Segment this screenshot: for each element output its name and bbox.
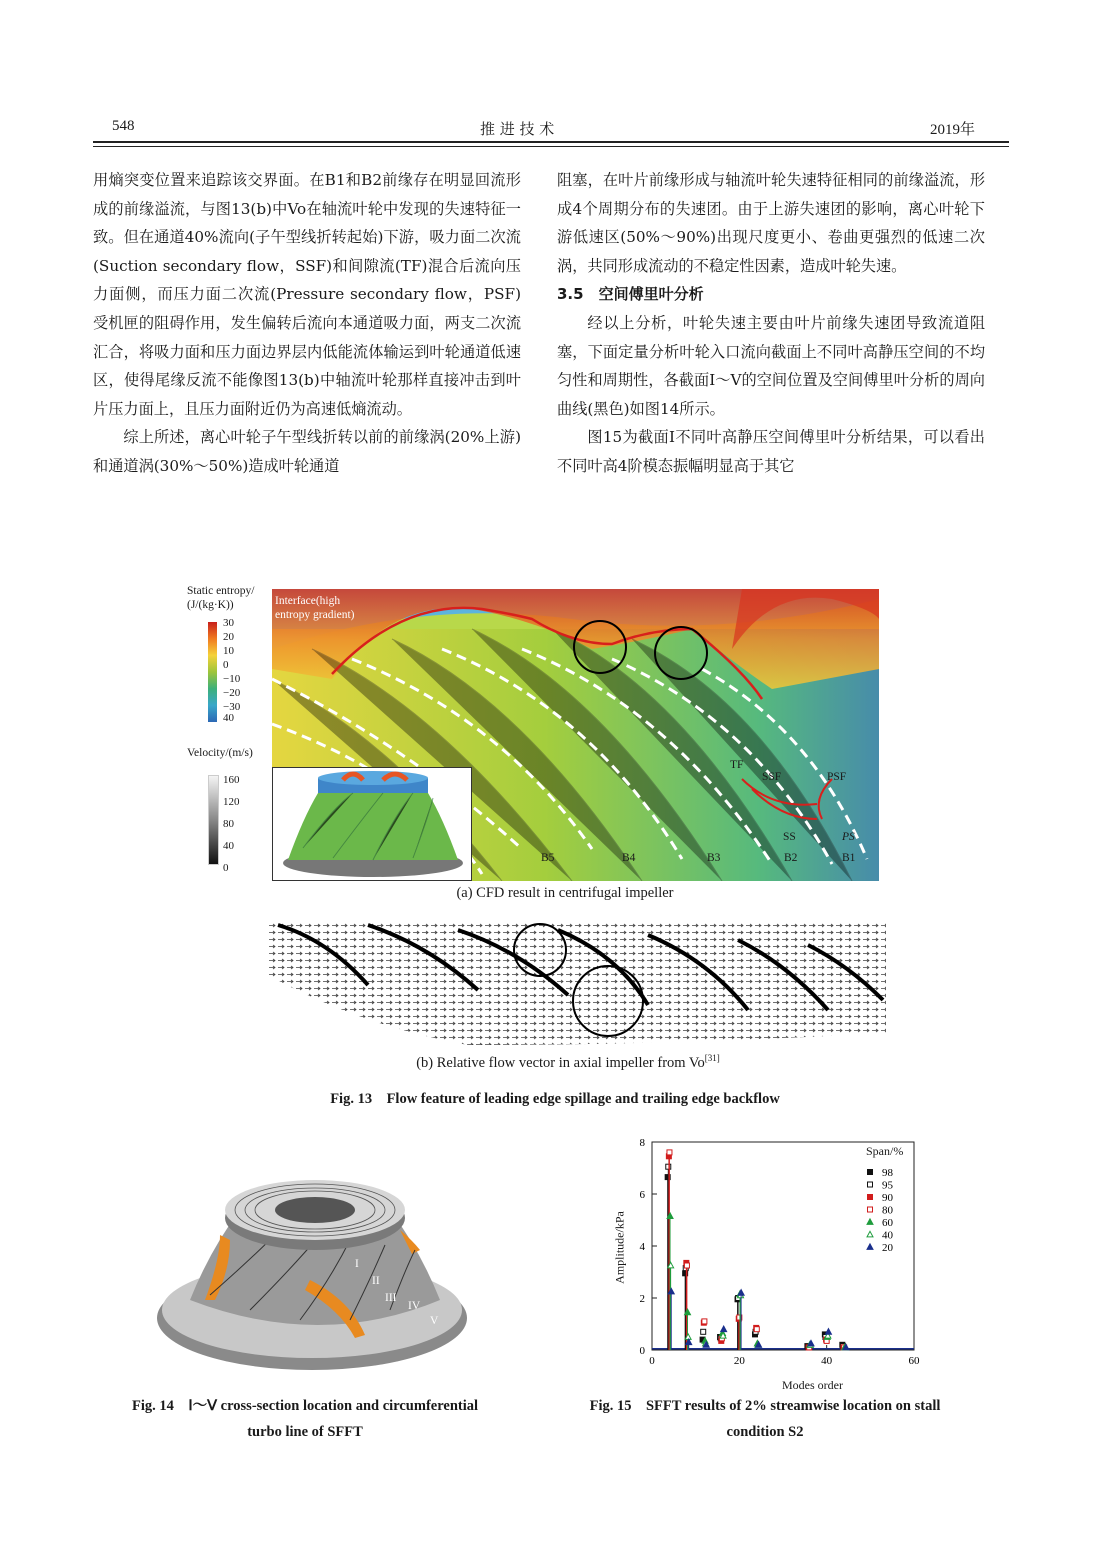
entropy-tick: 40: [223, 712, 234, 724]
x-tick-label: 40: [821, 1355, 833, 1367]
right-paragraph-1: 阻塞，在叶片前缘形成与轴流叶轮失速特征相同的前缘溢流，形成4个周期分布的失速团。由于上游失速团的影响，离心叶轮下游低速区(50%～90%)出现尺度更小、卷曲更强烈的低速二次涡，共同形成流动的不稳定性因素，造成叶轮失速。: [557, 171, 985, 275]
y-tick-label: 0: [639, 1345, 645, 1357]
right-paragraph-2: 经以上分析，叶轮失速主要由叶片前缘失速团导致流道阻塞，下面定量分析叶轮入口流向截面上不同叶高静压空间的不均匀性和周期性，各截面Ⅰ～Ⅴ的空间位置及空间傅里叶分析的周向曲线(黑色)如图14所示。: [557, 313, 985, 418]
section-label-v: V: [430, 1315, 439, 1327]
inset-impeller-image: [272, 767, 472, 881]
fig15-title-line2: condition S2: [726, 1424, 804, 1440]
section-heading: 3.5 空间傅里叶分析: [557, 285, 704, 304]
right-column: [557, 166, 985, 481]
blade-label-b3: B3: [707, 852, 721, 864]
fig13a-figure: [185, 585, 885, 901]
x-tick-label: 60: [908, 1355, 920, 1367]
legend-marker: [868, 1207, 873, 1212]
fig15-title: [560, 1393, 970, 1445]
section-label-iii: III: [385, 1292, 397, 1304]
velocity-tick: 0: [223, 862, 229, 874]
entropy-colorbar: [208, 622, 217, 722]
entropy-tick: 20: [223, 631, 234, 643]
fig14-title: [95, 1393, 515, 1445]
legend-marker: [867, 1231, 873, 1237]
y-tick-label: 4: [639, 1241, 645, 1253]
fig13b-caption-text: (b) Relative flow vector in axial impeller from Vo: [416, 1054, 705, 1071]
data-point: [702, 1319, 707, 1324]
legend-label: 95: [882, 1179, 893, 1192]
fig15-y-axis-label: Amplitude/kPa: [612, 1211, 627, 1284]
legend-marker: [868, 1170, 873, 1175]
velocity-colorbar: [208, 775, 219, 865]
data-point: [701, 1329, 706, 1334]
fig14-title-line2: turbo line of SFFT: [247, 1424, 363, 1440]
y-tick-label: 8: [639, 1137, 645, 1149]
left-paragraph-1: 用熵突变位置来追踪该交界面。在B1和B2前缘存在明显回流形成的前缘溢流，与图13(b)中Vo在轴流叶轮中发现的失速特征一致。但在通道40%流向(子午型线折转起始)下游，吸力面二次流(Suction secondary flow，SSF)和间隙流(TF)混合后流向压力面侧，而压力面二次流(Pressure secondary flow，PSF)受机匣的阻碍作用，发生偏转后流向本通道吸力面，两支二次流汇合，将吸力面和压力面边界层内低能流体输运到叶轮通道低速区，使得尾缘反流不能像图13(b)中轴流叶轮那样直接冲击到叶片压力面上，且压力面附近仍为高速低熵流动。: [93, 171, 521, 418]
header-rule-thin: [93, 146, 1009, 147]
data-point: [754, 1327, 759, 1332]
ps-label: PS: [842, 831, 855, 843]
year: 2019年: [930, 122, 976, 138]
psf-label: PSF: [827, 771, 847, 783]
fig13b-ref: [31]: [704, 1053, 720, 1063]
tf-label: TF: [730, 759, 744, 771]
legend-label: 90: [882, 1192, 893, 1204]
fig14-figure: [150, 1150, 480, 1380]
legend-label: 40: [882, 1229, 893, 1242]
journal-name: 推 进 技 术: [480, 120, 555, 138]
legend-marker: [868, 1195, 873, 1200]
fig13b-caption: [358, 1053, 778, 1072]
blade-label-b2: B2: [784, 852, 798, 864]
legend-label: 98: [882, 1167, 893, 1179]
fig15-chart: [600, 1130, 930, 1395]
velocity-tick: 120: [223, 796, 240, 808]
data-point: [721, 1326, 727, 1332]
velocity-tick: 80: [223, 818, 234, 830]
entropy-tick: 30: [223, 617, 234, 629]
x-tick-label: 20: [733, 1355, 745, 1367]
section-label-iv: IV: [408, 1300, 421, 1312]
legend-label: 20: [882, 1242, 893, 1254]
x-tick-label: 0: [649, 1355, 655, 1367]
fig15-legend-title: Span/%: [866, 1144, 904, 1158]
data-point: [666, 1164, 671, 1169]
ss-label: SS: [783, 831, 796, 843]
legend-marker: [867, 1219, 873, 1225]
entropy-ticks: [223, 616, 253, 725]
fig13b-figure: [268, 915, 888, 1095]
header-rule-thick: [93, 141, 1009, 143]
entropy-tick: 0: [223, 659, 229, 671]
velocity-tick: 40: [223, 840, 234, 852]
sfft-section-image: [150, 1150, 480, 1380]
left-column: [93, 166, 521, 481]
entropy-tick: −30: [223, 701, 241, 713]
interface-label: Interface(high: [275, 595, 341, 607]
plot-frame: [652, 1142, 914, 1350]
velocity-ticks: [223, 769, 253, 879]
blade-label-b4: B4: [622, 852, 636, 864]
data-point: [825, 1329, 831, 1335]
fig13a-caption: (a) CFD result in centrifugal impeller: [456, 885, 674, 901]
fig15-plot: [600, 1130, 930, 1395]
velocity-tick: 160: [223, 774, 240, 786]
left-paragraph-2: 综上所述，离心叶轮子午型线折转以前的前缘涡(20%上游)和通道涡(30%～50%)造成叶轮通道: [93, 428, 521, 475]
entropy-legend-unit: (J/(kg·K)): [187, 599, 234, 611]
section-label-ii: II: [372, 1275, 380, 1287]
interface-label-2: entropy gradient): [275, 609, 355, 621]
fig15-x-axis-label: Modes order: [782, 1378, 843, 1392]
entropy-tick: −10: [223, 673, 241, 685]
entropy-legend-title: Static entropy/: [187, 585, 255, 597]
page-number: 548: [112, 118, 135, 134]
fig14-title-line1: Fig. 14 Ⅰ～Ⅴ cross-section location and circumferential: [131, 1398, 479, 1414]
entropy-tick: −20: [223, 687, 241, 699]
right-paragraph-3: 图15为截面Ⅰ不同叶高静压空间傅里叶分析结果，可以看出不同叶高4阶模态振幅明显高于其它: [557, 428, 985, 475]
legend-label: 60: [882, 1217, 893, 1229]
fig15-title-line1: Fig. 15 SFFT results of 2% streamwise location on stall: [589, 1398, 941, 1414]
y-tick-label: 6: [639, 1189, 645, 1201]
data-point: [684, 1263, 689, 1268]
section-label-i: I: [355, 1258, 359, 1270]
legend-marker: [868, 1182, 873, 1187]
data-point: [667, 1150, 672, 1155]
y-tick-label: 2: [639, 1293, 645, 1305]
blade-label-b5: B5: [541, 852, 555, 864]
fig13-title: Fig. 13 Flow feature of leading edge spillage and trailing edge backflow: [330, 1091, 780, 1107]
axial-vector-image: [268, 915, 886, 1055]
blade-label-b1: B1: [842, 852, 856, 864]
velocity-legend-title: Velocity/(m/s): [187, 747, 253, 759]
legend-label: 80: [882, 1204, 893, 1217]
entropy-tick: 10: [223, 645, 234, 657]
legend-marker: [867, 1244, 873, 1250]
ssf-label: SSF: [762, 771, 782, 783]
